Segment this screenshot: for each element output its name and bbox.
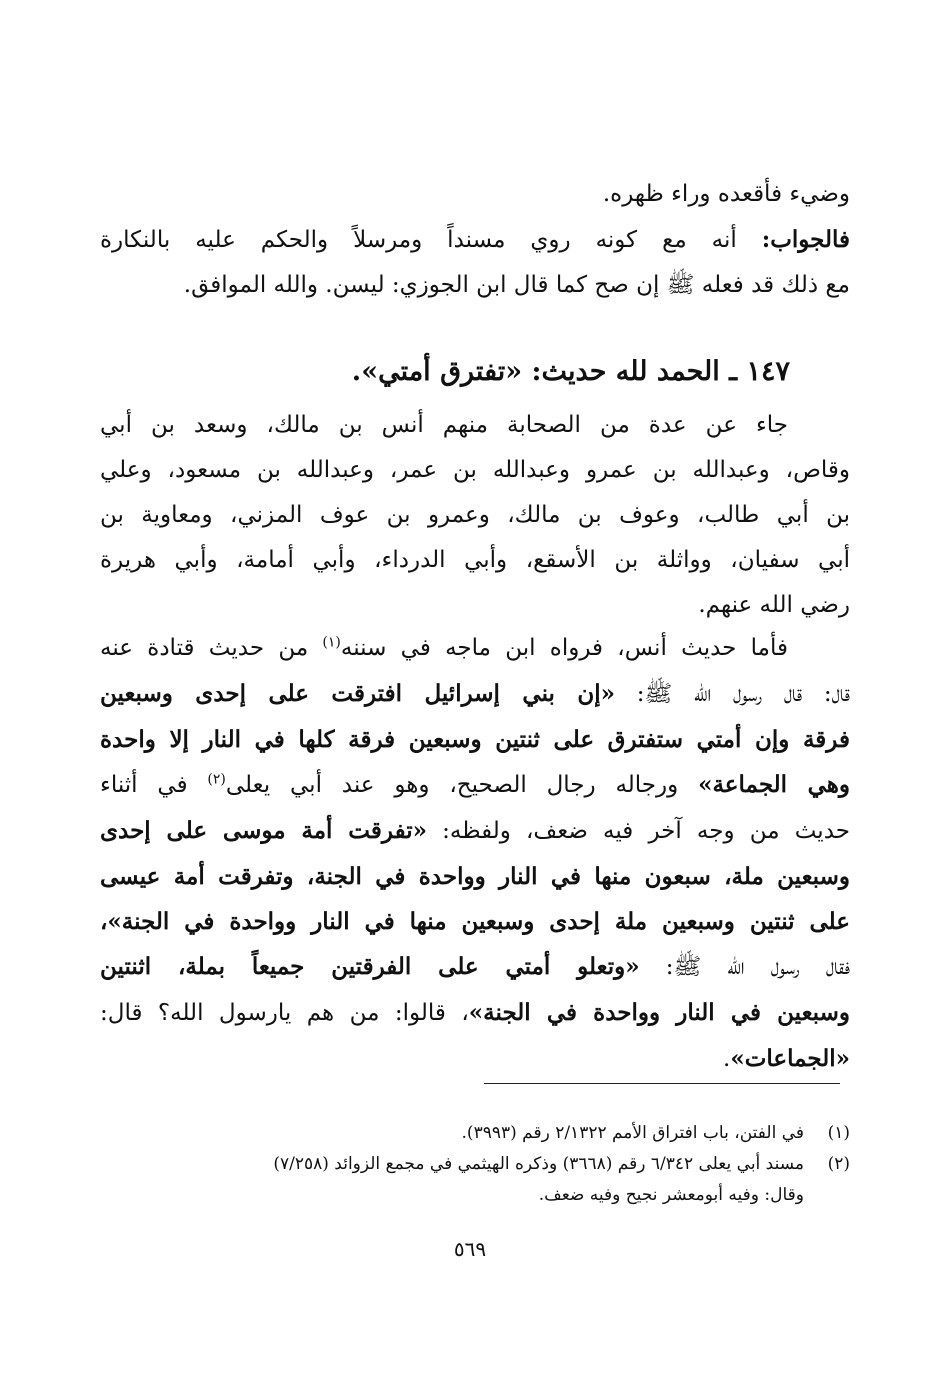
text-line: وقاص، وعبدالله بن عمرو وعبدالله بن عمر، وعبدالله بن مسعود، وعلي [100, 457, 850, 483]
footnote-number: (١) [827, 1123, 850, 1143]
text-run: قال: قال رسول الله ﷺ: [615, 681, 850, 707]
text-line [100, 808, 850, 854]
footnote-number: (٢) [827, 1154, 850, 1174]
text-line: بن أبي طالب، وعوف بن مالك، وعمرو بن عوف المزني، ومعاوية بن [100, 502, 850, 528]
text-line: وسبعين ملة، سبعون منها في النار وواحدة في الجنة، وتفرقت أمة عيسى [100, 863, 850, 890]
footnote-2 [100, 1149, 850, 1180]
heading-dash: ـ [719, 356, 747, 387]
text-line [100, 762, 850, 808]
answer-label: فالجواب: [761, 226, 850, 253]
footnote-1 [100, 1118, 850, 1149]
text-run: ، قالوا: من هم يارسول الله؟ قال: [100, 1000, 469, 1026]
hadith-quote: «إن بني إسرائيل افترقت على إحدى وسبعين [100, 680, 616, 707]
text-run: حديث من وجه آخر فيه ضعف، ولفظه: [426, 818, 850, 844]
text-run: . [723, 1046, 731, 1072]
companions-paragraph [100, 403, 850, 628]
answer-text: أنه مع كونه روي مسنداً ومرسلاً والحكم عليه بالنكارة [100, 227, 762, 253]
footnote-2-continuation: وقال: وفيه أبومعشر نجيح وفيه ضعف. [538, 1185, 804, 1205]
text-line [100, 626, 850, 671]
text-line: فرقة وإن أمتي ستفترق على ثنتين وسبعين فرقة كلها في النار إلا واحدة [100, 726, 850, 753]
section-heading [100, 352, 790, 392]
text-line [100, 990, 850, 1036]
anas-hadith-paragraph [100, 626, 850, 1082]
text-line [100, 944, 850, 990]
footnote-separator [484, 1083, 840, 1084]
footnote-text: في الفتن، باب افتراق الأمم ٢/١٣٢٢ رقم (٣٩٩٣). [461, 1123, 804, 1143]
footnote-marker-1[interactable]: (١) [322, 634, 341, 651]
text-run: ورجاله رجال الصحيح، وهو عند أبي يعلى [225, 772, 699, 798]
text-line: رضي الله عنهم. [698, 592, 850, 618]
text-run: فأما حديث أنس، فرواه ابن ماجه في سننه [340, 635, 788, 661]
hadith-quote: وسبعين في النار وواحدة في الجنة» [468, 999, 850, 1026]
hadith-quote: «وتعلو أمتي على الفرقتين جميعاً بملة، اثنتين [100, 953, 640, 980]
footnote-marker-2[interactable]: (٢) [207, 771, 226, 788]
footnotes [100, 1118, 850, 1211]
hadith-quote: «الجماعات» [730, 1045, 850, 1072]
text-line: وضيء فأقعده وراء ظهره. [602, 181, 850, 207]
text-line: على ثنتين وسبعين ملة إحدى وسبعين منها في النار وواحدة في الجنة»، [100, 908, 850, 935]
text-run: من حديث قتادة عنه [100, 635, 323, 661]
text-line [100, 217, 850, 263]
text-line [100, 1036, 850, 1082]
hadith-quote: «تفرقت أمة موسى على إحدى [100, 817, 427, 844]
previous-entry-paragraph [100, 172, 850, 308]
page-number: ٥٦٩ [453, 1237, 487, 1261]
text-line [100, 671, 850, 717]
footnote-text: مسند أبي يعلى ٦/٣٤٢ رقم (٣٦٦٨) وذكره الهيثمي في مجمع الزوائد (٧/٢٥٨) [273, 1154, 804, 1174]
text-run: في أثناء [100, 772, 208, 798]
text-run: فقال رسول الله ﷺ: [639, 954, 851, 980]
hadith-quote: وهي الجماعة» [698, 771, 850, 798]
hadith-number: ١٤٧ [746, 356, 790, 387]
text-line: مع ذلك قد فعله ﷺ إن صح كما قال ابن الجوزي: ليسن. والله الموافق. [183, 272, 850, 298]
text-line: جاء عن عدة من الصحابة منهم أنس بن مالك، وسعد بن أبي [100, 412, 788, 438]
text-line: أبي سفيان، وواثلة بن الأسقع، وأبي الدرداء، وأبي أمامة، وأبي هريرة [100, 547, 850, 573]
heading-title: الحمد لله حديث: «تفترق أمتي». [351, 356, 720, 387]
